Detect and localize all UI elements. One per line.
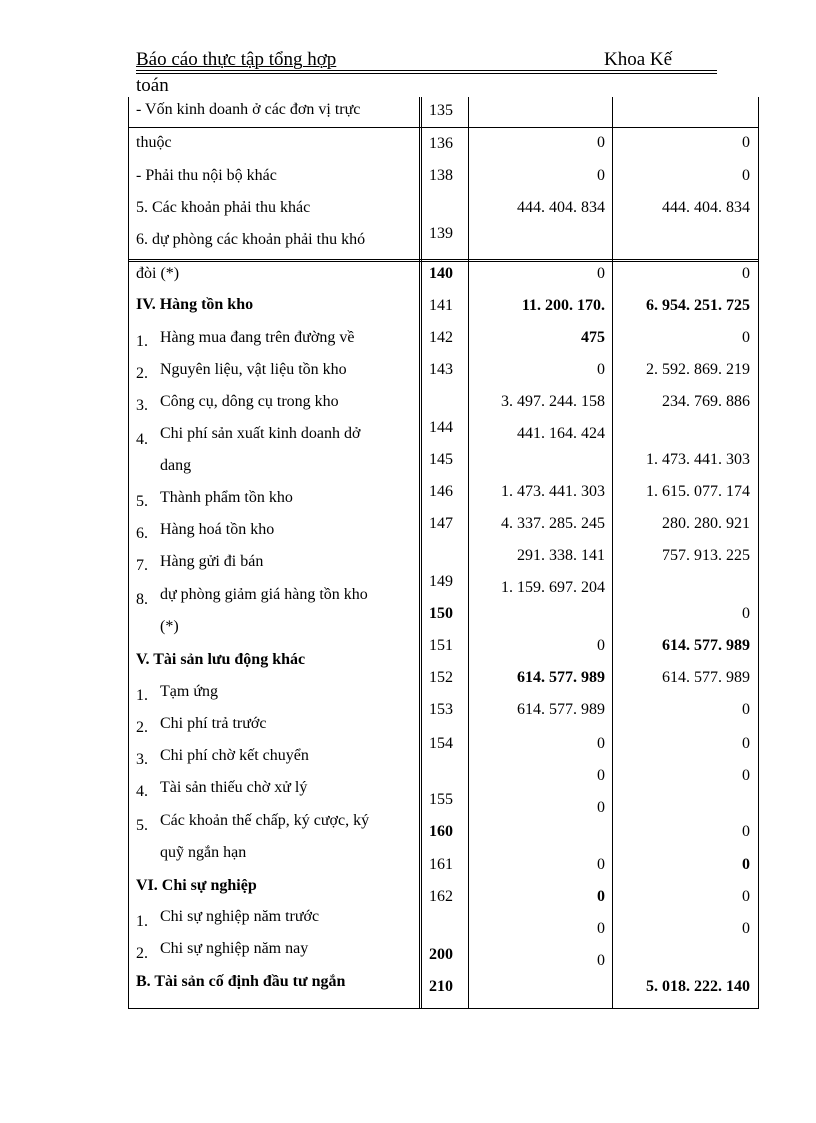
table-border-left xyxy=(128,97,129,1009)
table-row-label: Tài sản thiếu chờ xử lý xyxy=(160,779,308,796)
item-number: 1. xyxy=(136,913,148,930)
table-row-label: Thành phẩm tồn kho xyxy=(160,489,293,506)
value-end: 0 xyxy=(742,888,750,905)
value-end: 0 xyxy=(742,167,750,184)
value-start: 0 xyxy=(597,265,605,282)
table-rule xyxy=(128,127,759,128)
item-number: 8. xyxy=(136,591,148,608)
value-end: 0 xyxy=(742,823,750,840)
table-row-label: đòi (*) xyxy=(136,265,180,282)
department-label-continued: toán xyxy=(136,75,169,96)
value-start: 0 xyxy=(597,767,605,784)
value-end: 1. 615. 077. 174 xyxy=(646,483,750,500)
row-code: 154 xyxy=(429,735,453,752)
item-number: 3. xyxy=(136,397,148,414)
value-start: 11. 200. 170. xyxy=(521,297,605,314)
department-label: Khoa Kế xyxy=(604,49,673,70)
table-row-label: Nguyên liệu, vật liệu tồn kho xyxy=(160,361,347,378)
value-start: 1. 159. 697. 204 xyxy=(501,579,605,596)
value-end: 5. 018. 222. 140 xyxy=(646,978,750,995)
table-row-label: dang xyxy=(160,457,192,474)
table-row-label: Tạm ứng xyxy=(160,683,218,700)
row-code: 143 xyxy=(429,361,453,378)
value-end: 614. 577. 989 xyxy=(662,637,750,654)
value-end: 444. 404. 834 xyxy=(662,199,750,216)
value-end: 0 xyxy=(742,605,750,622)
value-start: 0 xyxy=(597,637,605,654)
value-end: 0 xyxy=(742,767,750,784)
value-end: 0 xyxy=(742,134,750,151)
row-code: 160 xyxy=(429,823,453,840)
row-code: 152 xyxy=(429,669,453,686)
value-start: 0 xyxy=(597,799,605,816)
value-start: 0 xyxy=(597,952,605,969)
value-end: 0 xyxy=(742,265,750,282)
table-divider-values-2 xyxy=(612,97,613,1009)
row-code: 138 xyxy=(429,167,453,184)
item-number: 1. xyxy=(136,687,148,704)
row-code: 144 xyxy=(429,419,453,436)
item-number: 4. xyxy=(136,431,148,448)
item-number: 5. xyxy=(136,817,148,834)
item-number: 4. xyxy=(136,783,148,800)
value-start: 441. 164. 424 xyxy=(517,425,605,442)
row-code: 136 xyxy=(429,135,453,152)
table-row-label: dự phòng giảm giá hàng tồn kho xyxy=(160,586,368,603)
row-code: 162 xyxy=(429,888,453,905)
section-heading: VI. Chi sự nghiệp xyxy=(136,877,257,894)
row-code: 147 xyxy=(429,515,453,532)
value-start: 0 xyxy=(597,134,605,151)
value-end: 0 xyxy=(742,701,750,718)
row-code: 151 xyxy=(429,637,453,654)
value-end: 0 xyxy=(742,920,750,937)
table-divider-code xyxy=(419,97,420,1009)
table-row-label: thuộc xyxy=(136,134,172,151)
header-rule-2 xyxy=(136,73,717,74)
item-number: 2. xyxy=(136,719,148,736)
table-row-label: Hàng hoá tồn kho xyxy=(160,521,275,538)
value-start: 1. 473. 441. 303 xyxy=(501,483,605,500)
section-heading: B. Tài sản cố định đầu tư ngắn xyxy=(136,973,346,990)
value-end: 6. 954. 251. 725 xyxy=(646,297,750,314)
value-end: 757. 913. 225 xyxy=(662,547,750,564)
table-rule-bottom xyxy=(128,1008,759,1009)
item-number: 2. xyxy=(136,365,148,382)
item-number: 3. xyxy=(136,751,148,768)
value-start: 614. 577. 989 xyxy=(517,669,605,686)
table-row-label: Chi sự nghiệp năm nay xyxy=(160,940,309,957)
table-row-label: Công cụ, dông cụ trong kho xyxy=(160,393,339,410)
value-start: 475 xyxy=(581,329,605,346)
item-number: 2. xyxy=(136,945,148,962)
row-code: 200 xyxy=(429,946,453,963)
row-code: 150 xyxy=(429,605,453,622)
value-start: 0 xyxy=(597,856,605,873)
row-code: 145 xyxy=(429,451,453,468)
value-start: 0 xyxy=(597,361,605,378)
table-border-right xyxy=(758,97,759,1009)
table-row-label: 5. Các khoản phải thu khác xyxy=(136,199,311,216)
item-number: 7. xyxy=(136,557,148,574)
row-code: 155 xyxy=(429,791,453,808)
row-code: 140 xyxy=(429,265,453,282)
report-title: Báo cáo thực tập tổng hợp xyxy=(136,49,337,70)
value-start: 0 xyxy=(597,888,605,905)
row-code: 142 xyxy=(429,329,453,346)
table-rule xyxy=(128,259,759,260)
table-row-label: - Vốn kinh doanh ở các đơn vị trực xyxy=(136,101,361,118)
item-number: 6. xyxy=(136,525,148,542)
row-code: 149 xyxy=(429,573,453,590)
table-row-label: Chi sự nghiệp năm trước xyxy=(160,908,320,925)
section-heading: V. Tài sản lưu động khác xyxy=(136,651,306,668)
table-divider-code-2 xyxy=(421,97,422,1009)
table-row-label: Chi phí chờ kết chuyển xyxy=(160,747,309,764)
value-end: 0 xyxy=(742,856,750,873)
table-row-label: Chi phí sản xuất kinh doanh dở xyxy=(160,425,361,442)
table-rule xyxy=(128,261,759,262)
table-row-label: Chi phí trả trước xyxy=(160,715,267,732)
table-row-label: Hàng mua đang trên đường về xyxy=(160,329,355,346)
value-end: 2. 592. 869. 219 xyxy=(646,361,750,378)
item-number: 5. xyxy=(136,493,148,510)
row-code: 146 xyxy=(429,483,453,500)
header-rule xyxy=(136,70,717,71)
table-divider-values xyxy=(468,97,469,1009)
value-end: 234. 769. 886 xyxy=(662,393,750,410)
value-start: 444. 404. 834 xyxy=(517,199,605,216)
row-code: 161 xyxy=(429,856,453,873)
value-start: 614. 577. 989 xyxy=(517,701,605,718)
value-end: 0 xyxy=(742,329,750,346)
value-end: 1. 473. 441. 303 xyxy=(646,451,750,468)
table-row-label: Hàng gửi đi bán xyxy=(160,553,264,570)
table-row-label: quỹ ngắn hạn xyxy=(160,844,247,861)
row-code: 210 xyxy=(429,978,453,995)
section-heading: IV. Hàng tồn kho xyxy=(136,296,254,313)
row-code: 141 xyxy=(429,297,453,314)
value-start: 0 xyxy=(597,735,605,752)
table-row-label: (*) xyxy=(160,618,179,635)
table-row-label: Các khoản thế chấp, ký cược, ký xyxy=(160,812,370,829)
value-start: 3. 497. 244. 158 xyxy=(501,393,605,410)
table-row-label: 6. dự phòng các khoản phải thu khó xyxy=(136,231,366,248)
value-start: 0 xyxy=(597,167,605,184)
table-row-label: - Phải thu nội bộ khác xyxy=(136,167,277,184)
value-start: 291. 338. 141 xyxy=(517,547,605,564)
value-end: 614. 577. 989 xyxy=(662,669,750,686)
item-number: 1. xyxy=(136,333,148,350)
value-end: 280. 280. 921 xyxy=(662,515,750,532)
row-code: 153 xyxy=(429,701,453,718)
row-code: 139 xyxy=(429,225,453,242)
value-start: 4. 337. 285. 245 xyxy=(501,515,605,532)
value-end: 0 xyxy=(742,735,750,752)
value-start: 0 xyxy=(597,920,605,937)
row-code: 135 xyxy=(429,102,453,119)
